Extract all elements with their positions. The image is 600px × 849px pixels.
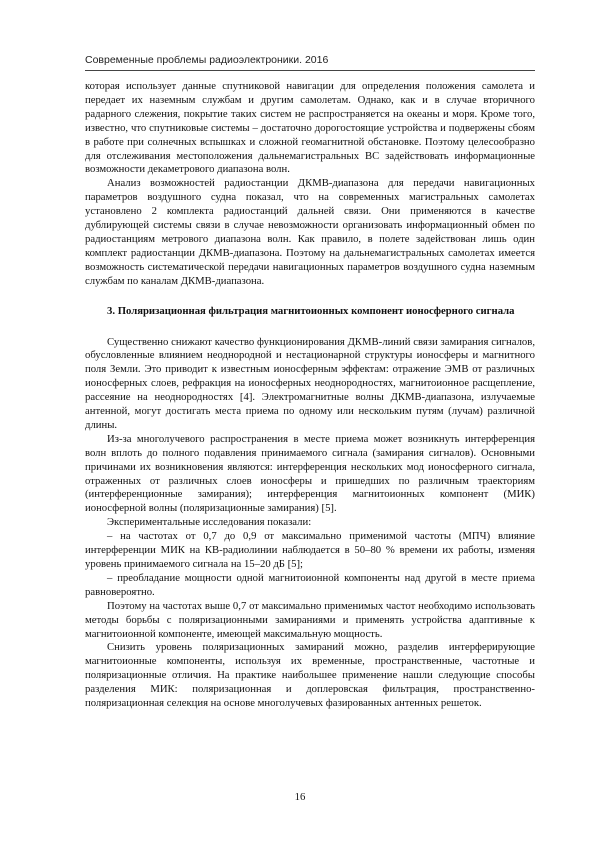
paragraph: которая использует данные спутниковой навигации для определения положения самолета и передает их наземным службам и другим самолетам. Однако, как и в случае вторичного радарного слежения, покрытие таких систем не распространяется на океаны и моря. Кроме того, известно, что спутниковые системы – достаточно дорогостоящие устройства и подвержены сбоям в работе при солнечных вспышках и сложной геомагнитной обстановке. Поэтому целесообразно для отслеживания местоположения дальнемагистральных ВС задействовать информационные возможности декаметрового диапазона волн. [85,80,535,176]
header-rule [85,70,535,71]
list-item: – преобладание мощности одной магнитоионной компоненты над другой в месте приема равновероятно. [85,571,535,598]
list-item: – на частотах от 0,7 до 0,9 от максимально применимой частоты (МПЧ) влияние интерференции МИК на КВ-радиолинии наблюдается в 50–80 % времени их работы, изменяя уровень принимаемого сигнала на 15–20 дБ [5]; [85,530,535,570]
running-header: Современные проблемы радиоэлектроники. 2016 [85,54,329,66]
paragraph: Экспериментальные исследования показали: [107,516,312,529]
body-text [85,80,535,711]
paragraph: Из-за многолучевого распространения в месте приема может возникнуть интерференция волн вплоть до полного подавления принимаемого сигнала (замирания сигналов). Основными причинами их возникновения являются: интерференция нескольких мод ионосферного сигнала, отраженных от различных слоев ионосферы и пришедших по различным траекториям (интерференционные замирания); интерференция магнитоионных компонент (МИК) ионосферной волны (поляризационные замирания) [5]. [85,432,535,515]
paragraph: Существенно снижают качество функционирования ДКМВ-линий связи замирания сигналов, обусловленные влиянием неоднородной и нестационарной структуры ионосферы и магнитного поля Земли. Это приводит к известным ионосферным эффектам: отражение ЭМВ от различных ионосферных слоев, рефракция на ионосферных неоднородностях, магнитоионное расщепление, рассеяние на неоднородностях [4]. Электромагнитные волны ДКМВ-диапазона, излучаемые антенной, могут достигать места приема по одному или нескольким путям (лучам) различной длины. [85,335,535,431]
section-heading: 3. Поляризационная фильтрация магнитоионных компонент ионосферного сигнала [107,304,515,317]
page-number: 16 [294,791,306,803]
paragraph: Снизить уровень поляризационных замираний можно, разделив интерферирующие магнитоионные компоненты, используя их временные, пространственные, частотные и поляризационные отличия. На практике наибольшее применение нашли следующие способы разделения МИК: поляризационная и доплеровская фильтрация, пространственно-поляризационная селекция на основе многолучевых фазированных антенных решеток. [85,641,535,710]
paragraph: Анализ возможностей радиостанции ДКМВ-диапазона для передачи навигационных параметров воздушного судна показал, что на современных магистральных самолетах установлено 2 комплекта радиостанций дальней связи. Они применяются в качестве дублирующей системы связи в случае невозможности организовать информационный обмен по радиостанциям метрового диапазона волн. Как правило, в полете задействован лишь один комплект радиостанции ДКМВ-диапазона. Поэтому на дальнемагистральных самолетах имеется возможность систематической передачи навигационных параметров воздушного судна наземным службам по каналам ДКМВ-диапазона. [85,177,535,287]
paragraph: Поэтому на частотах выше 0,7 от максимально применимых частот необходимо использовать методы борьбы с поляризационными замираниями и применять устройства адаптивные к магнитоионной компоненте, имеющей максимальную мощность. [85,599,535,640]
